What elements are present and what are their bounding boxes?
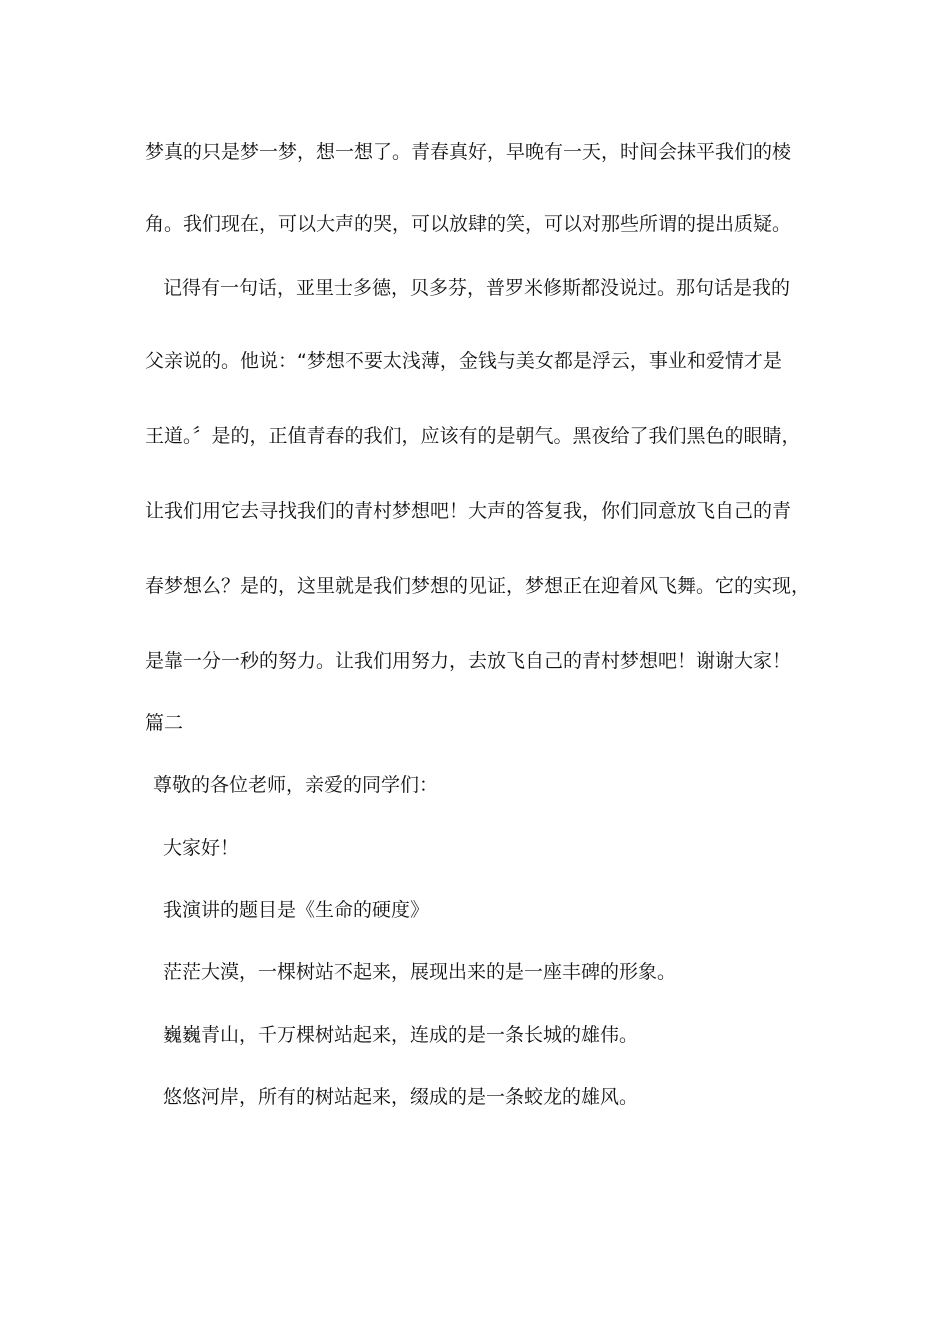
body-text-line: 是靠一分一秒的努力。让我们用努力，去放飞自己的青村梦想吧！谢谢大家！ (145, 650, 792, 672)
body-text-line: 王道。〞是的，正值青春的我们，应该有的是朝气。黑夜给了我们黑色的眼睛， (145, 425, 801, 447)
paragraph-line: 悠悠河岸，所有的树站起来，缀成的是一条蛟龙的雄风。 (163, 1086, 639, 1108)
speech-title-line: 我演讲的题目是《生命的硬度》 (163, 899, 430, 921)
body-text-line: 梦真的只是梦一梦，想一想了。青春真好，早晚有一天，时间会抹平我们的棱 (145, 141, 792, 163)
paragraph-line: 巍巍青山，千万棵树站起来，连成的是一条长城的雄伟。 (163, 1024, 639, 1046)
section-title: 篇二 (145, 712, 184, 734)
body-text-line: 角。我们现在，可以大声的哭，可以放肆的笑，可以对那些所谓的提出质疑。 (145, 213, 792, 235)
body-text-line: 让我们用它去寻找我们的青村梦想吧！大声的答复我，你们同意放飞自己的青 (145, 500, 792, 522)
body-text-line: 父亲说的。他说：“梦想不要太浅薄，金钱与美女都是浮云，事业和爱情才是 (145, 350, 782, 372)
paragraph-line: 茫茫大漠，一棵树站不起来，展现出来的是一座丰碑的形象。 (163, 961, 677, 983)
hello-line: 大家好！ (163, 837, 240, 859)
body-text-line: 记得有一句话，亚里士多德，贝多芬，普罗米修斯都没说过。那句话是我的 (163, 277, 791, 299)
greeting-line: 尊敬的各位老师，亲爱的同学们： (153, 774, 439, 796)
body-text-line: 春梦想么？是的，这里就是我们梦想的见证，梦想正在迎着风飞舞。它的实现， (145, 575, 811, 597)
